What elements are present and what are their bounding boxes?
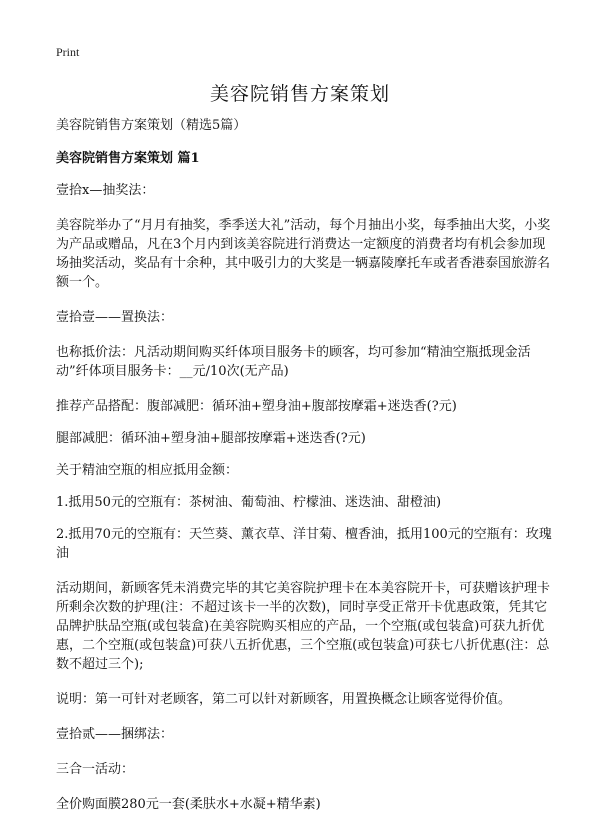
paragraph: 全价购面膜280元一套(柔肤水+水凝+精华素): [56, 797, 321, 812]
paragraph: 壹拾x—抽奖法：: [56, 183, 155, 198]
paragraph: 壹拾壹——置换法：: [56, 310, 174, 325]
document-body: [56, 116, 556, 830]
paragraph: 美容院举办了“月月有抽奖，季季送大礼”活动，每个月抽出小奖，每季抽出大奖，小奖为产品或赠品，凡在3个月内到该美容院进行消费达一定额度的消费者均有机会参加现场抽奖活动，奖品有十余种，其中吸引力的大奖是一辆嘉陵摩托车或者香港泰国旅游名额一个。: [56, 218, 551, 290]
print-link[interactable]: Print: [56, 45, 80, 59]
paragraph: 2.抵用70元的空瓶有：天竺葵、薰衣草、洋甘菊、檀香油，抵用100元的空瓶有：玫瑰油: [56, 527, 552, 561]
document-subtitle: 美容院销售方案策划（精选5篇）: [56, 118, 247, 133]
paragraph: 活动期间，新顾客凭未消费完毕的其它美容院护理卡在本美容院开卡，可获赠该护理卡所剩余次数的护理(注：不超过该卡一半的次数)，同时享受正常开卡优惠政策，凭其它品牌护肤品空瓶(或包装盒)在美容院购买相应的产品，一个空瓶(或包装盒)可获九折优惠，二个空瓶(或包装盒)可获八五折优惠，三个空瓶(或包装盒)可获七八折优惠(注：总数不超过三个);: [56, 581, 551, 672]
paragraph: 1.抵用50元的空瓶有：茶树油、葡萄油、柠檬油、迷迭油、甜橙油): [56, 495, 442, 510]
paragraph: 也称抵价法：凡活动期间购买纤体项目服务卡的顾客，均可参加“精油空瓶抵现金活动”纤体项目服务卡：__元/10次(无产品): [56, 345, 531, 379]
paragraph: 腿部减肥：循环油+塑身油+腿部按摩霜+迷迭香(?元): [56, 431, 366, 446]
paragraph: 三合一活动：: [56, 762, 135, 777]
page-title: 美容院销售方案策划: [209, 83, 390, 105]
paragraph: 壹拾贰——捆绑法：: [56, 727, 174, 742]
section-heading: 美容院销售方案策划 篇1: [56, 151, 200, 166]
paragraph: 说明：第一可针对老顾客，第二可以针对新顾客，用置换概念让顾客觉得价值。: [56, 692, 512, 707]
paragraph: 推荐产品搭配：腹部减肥：循环油+塑身油+腹部按摩霜+迷迭香(?元): [56, 399, 457, 414]
paragraph: 关于精油空瓶的相应抵用金额：: [56, 463, 239, 478]
